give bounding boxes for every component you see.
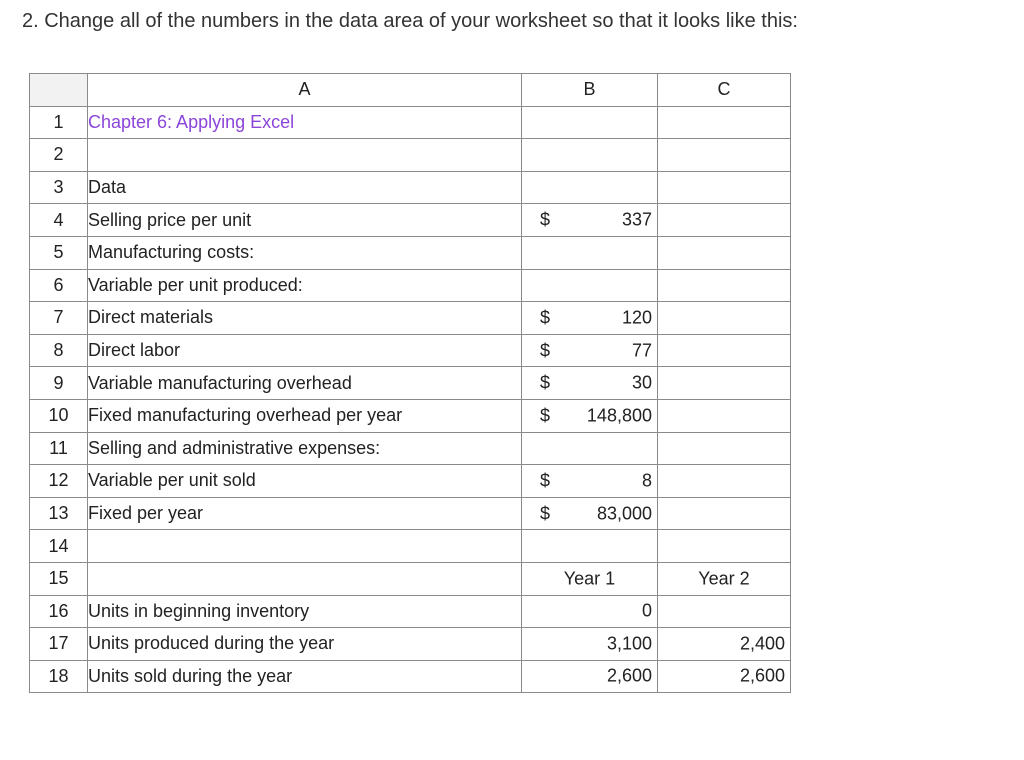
cell-a[interactable]: Units produced during the year: [88, 628, 522, 661]
table-row: [30, 399, 791, 432]
cell-c[interactable]: [658, 302, 791, 335]
row-number[interactable]: 1: [30, 106, 88, 139]
row-number[interactable]: 16: [30, 595, 88, 628]
cell-b[interactable]: [522, 204, 658, 237]
cell-value: 3,100: [606, 633, 652, 654]
column-header-row: [30, 74, 791, 107]
cell-c[interactable]: [658, 660, 791, 693]
sheet-title-cell[interactable]: Chapter 6: Applying Excel: [88, 106, 522, 139]
cell-b[interactable]: [522, 530, 658, 563]
cell-a[interactable]: Variable manufacturing overhead: [88, 367, 522, 400]
cell-a[interactable]: [88, 530, 522, 563]
cell-b[interactable]: [522, 465, 658, 498]
cell-b[interactable]: [522, 595, 658, 628]
table-row: [30, 302, 791, 335]
cell-b[interactable]: [522, 562, 658, 595]
cell-b[interactable]: [522, 497, 658, 530]
table-row: [30, 530, 791, 563]
row-number[interactable]: 3: [30, 171, 88, 204]
cell-a[interactable]: [88, 139, 522, 172]
cell-a[interactable]: Manufacturing costs:: [88, 236, 522, 269]
cell-b[interactable]: [522, 236, 658, 269]
cell-value: 83,000: [596, 503, 652, 524]
table-row: [30, 628, 791, 661]
table-row: [30, 367, 791, 400]
cell-c[interactable]: [658, 236, 791, 269]
cell-c[interactable]: [658, 465, 791, 498]
cell-c[interactable]: [658, 497, 791, 530]
currency-symbol: $: [540, 405, 551, 426]
cell-c[interactable]: [658, 171, 791, 204]
table-row: [30, 660, 791, 693]
cell-b[interactable]: [522, 269, 658, 302]
cell-b[interactable]: [522, 660, 658, 693]
row-number[interactable]: 15: [30, 562, 88, 595]
cell-b[interactable]: [522, 628, 658, 661]
cell-a[interactable]: Direct materials: [88, 302, 522, 335]
table-row: [30, 106, 791, 139]
currency-symbol: $: [540, 470, 551, 491]
cell-b[interactable]: [522, 106, 658, 139]
cell-b[interactable]: [522, 302, 658, 335]
currency-symbol: $: [540, 209, 551, 230]
currency-symbol: $: [540, 307, 551, 328]
cell-a[interactable]: [88, 562, 522, 595]
cell-b[interactable]: [522, 367, 658, 400]
column-header-c[interactable]: C: [658, 74, 791, 107]
cell-c[interactable]: [658, 399, 791, 432]
instruction-text: 2. Change all of the numbers in the data area of your worksheet so that it looks like this:: [22, 10, 798, 32]
cell-c[interactable]: [658, 432, 791, 465]
year-header-label: Year 1: [563, 568, 616, 589]
cell-c[interactable]: [658, 595, 791, 628]
cell-c[interactable]: [658, 204, 791, 237]
cell-a[interactable]: Direct labor: [88, 334, 522, 367]
cell-value: 148,800: [586, 405, 652, 426]
table-row: [30, 465, 791, 498]
table-row: [30, 269, 791, 302]
row-number[interactable]: 5: [30, 236, 88, 269]
cell-c[interactable]: [658, 334, 791, 367]
cell-c[interactable]: [658, 139, 791, 172]
table-row: [30, 334, 791, 367]
row-number[interactable]: 6: [30, 269, 88, 302]
cell-a[interactable]: Variable per unit sold: [88, 465, 522, 498]
currency-symbol: $: [540, 340, 551, 361]
row-number[interactable]: 10: [30, 399, 88, 432]
cell-value: 0: [641, 600, 652, 621]
spreadsheet: [29, 73, 791, 693]
cell-value: 30: [631, 372, 652, 393]
row-number[interactable]: 14: [30, 530, 88, 563]
cell-b[interactable]: [522, 171, 658, 204]
cell-a[interactable]: Variable per unit produced:: [88, 269, 522, 302]
cell-a[interactable]: Selling and administrative expenses:: [88, 432, 522, 465]
row-number[interactable]: 18: [30, 660, 88, 693]
table-row: [30, 139, 791, 172]
cell-value: 2,400: [739, 633, 785, 654]
table-row: [30, 497, 791, 530]
cell-a[interactable]: Fixed manufacturing overhead per year: [88, 399, 522, 432]
sheet-body: [30, 106, 791, 693]
cell-value: 8: [641, 470, 652, 491]
year-header-label: Year 2: [698, 568, 750, 589]
table-row: [30, 432, 791, 465]
column-header-b[interactable]: B: [522, 74, 658, 107]
cell-b[interactable]: [522, 139, 658, 172]
table-row: [30, 236, 791, 269]
row-number[interactable]: 7: [30, 302, 88, 335]
row-number[interactable]: 13: [30, 497, 88, 530]
table-row: [30, 595, 791, 628]
cell-a[interactable]: Data: [88, 171, 522, 204]
cell-value: 77: [631, 340, 652, 361]
cell-c[interactable]: [658, 628, 791, 661]
cell-b[interactable]: [522, 399, 658, 432]
column-header-a[interactable]: A: [88, 74, 522, 107]
row-number[interactable]: 4: [30, 204, 88, 237]
cell-value: 337: [621, 209, 652, 230]
cell-b[interactable]: [522, 334, 658, 367]
cell-c[interactable]: [658, 106, 791, 139]
cell-a[interactable]: Selling price per unit: [88, 204, 522, 237]
currency-symbol: $: [540, 503, 551, 524]
cell-a[interactable]: Units sold during the year: [88, 660, 522, 693]
row-number[interactable]: 2: [30, 139, 88, 172]
cell-c[interactable]: [658, 562, 791, 595]
row-number[interactable]: 8: [30, 334, 88, 367]
cell-c[interactable]: [658, 367, 791, 400]
table-row: [30, 171, 791, 204]
cell-c[interactable]: [658, 269, 791, 302]
select-all-corner[interactable]: [30, 74, 88, 107]
cell-a[interactable]: Units in beginning inventory: [88, 595, 522, 628]
row-number[interactable]: 11: [30, 432, 88, 465]
table-row: [30, 204, 791, 237]
cell-a[interactable]: Fixed per year: [88, 497, 522, 530]
row-number[interactable]: 12: [30, 465, 88, 498]
cell-value: 2,600: [739, 665, 785, 686]
cell-value: 120: [621, 307, 652, 328]
row-number[interactable]: 9: [30, 367, 88, 400]
row-number[interactable]: 17: [30, 628, 88, 661]
cell-c[interactable]: [658, 530, 791, 563]
currency-symbol: $: [540, 372, 551, 393]
cell-b[interactable]: [522, 432, 658, 465]
table-row: [30, 562, 791, 595]
cell-value: 2,600: [606, 665, 652, 686]
